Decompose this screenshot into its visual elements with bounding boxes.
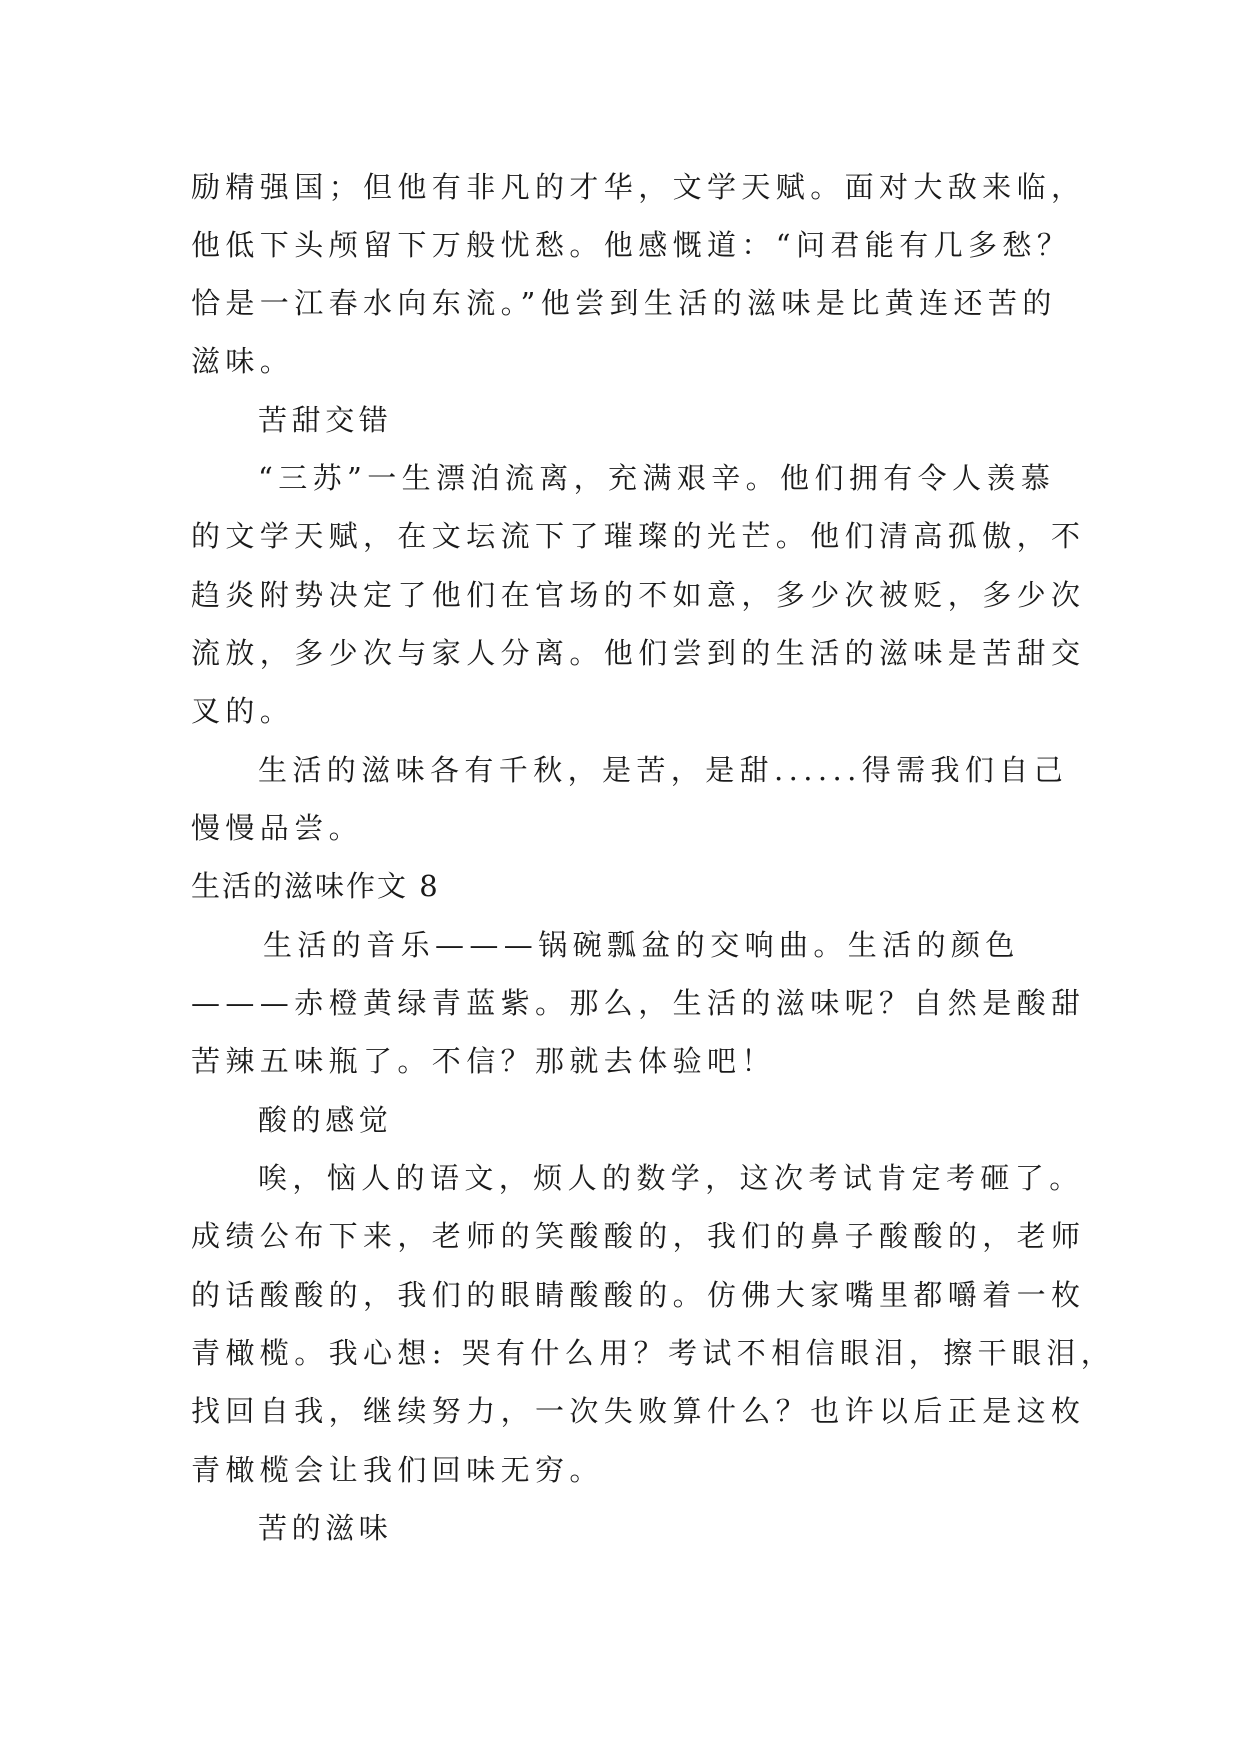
paragraph-line: 叉的。 <box>191 694 295 728</box>
paragraph-line: 唉，恼人的语文，烦人的数学，这次考试肯定考砸了。 <box>258 1161 1084 1195</box>
article-title: 生活的滋味作文 8 <box>191 869 440 903</box>
paragraph-line: 滋味。 <box>191 344 295 378</box>
paragraph-line: “三苏”一生漂泊流离，充满艰辛。他们拥有令人羡慕 <box>258 461 1056 495</box>
paragraph-line: 的文学天赋，在文坛流下了璀璨的光芒。他们清高孤傲，不 <box>191 519 1086 553</box>
paragraph-line: 生活的滋味各有千秋，是苦，是甜......得需我们自己 <box>258 753 1069 787</box>
paragraph-line: 的话酸酸的，我们的眼睛酸酸的。仿佛大家嘴里都嚼着一枚 <box>191 1278 1086 1312</box>
paragraph-line: 他低下头颅留下万般忧愁。他感慨道：“问君能有几多愁？ <box>191 228 1072 262</box>
paragraph-line: ———赤橙黄绿青蓝紫。那么，生活的滋味呢？自然是酸甜 <box>191 986 1086 1020</box>
section-heading: 苦的滋味 <box>258 1511 393 1545</box>
paragraph-line: 恰是一江春水向东流。”他尝到生活的滋味是比黄连还苦的 <box>191 286 1057 320</box>
paragraph-line: 青橄榄。我心想: 哭有什么用？考试不相信眼泪，擦干眼泪， <box>191 1336 1116 1370</box>
section-heading: 酸的感觉 <box>258 1103 393 1137</box>
paragraph-line: 找回自我，继续努力，一次失败算什么？也许以后正是这枚 <box>191 1394 1086 1428</box>
paragraph-line: 慢慢品尝。 <box>191 811 364 845</box>
paragraph-line: 生活的音乐———锅碗瓢盆的交响曲。生活的颜色 <box>263 928 1020 962</box>
paragraph-line: 趋炎附势决定了他们在官场的不如意，多少次被贬，多少次 <box>191 578 1086 612</box>
paragraph-line: 成绩公布下来，老师的笑酸酸的，我们的鼻子酸酸的，老师 <box>191 1219 1086 1253</box>
section-heading: 苦甜交错 <box>258 403 393 437</box>
paragraph-line: 励精强国；但他有非凡的才华，文学天赋。面对大敌来临， <box>191 170 1086 204</box>
paragraph-line: 青橄榄会让我们回味无穷。 <box>191 1453 604 1487</box>
paragraph-line: 流放，多少次与家人分离。他们尝到的生活的滋味是苦甜交 <box>191 636 1086 670</box>
paragraph-line: 苦辣五味瓶了。不信？那就去体验吧！ <box>191 1044 776 1078</box>
